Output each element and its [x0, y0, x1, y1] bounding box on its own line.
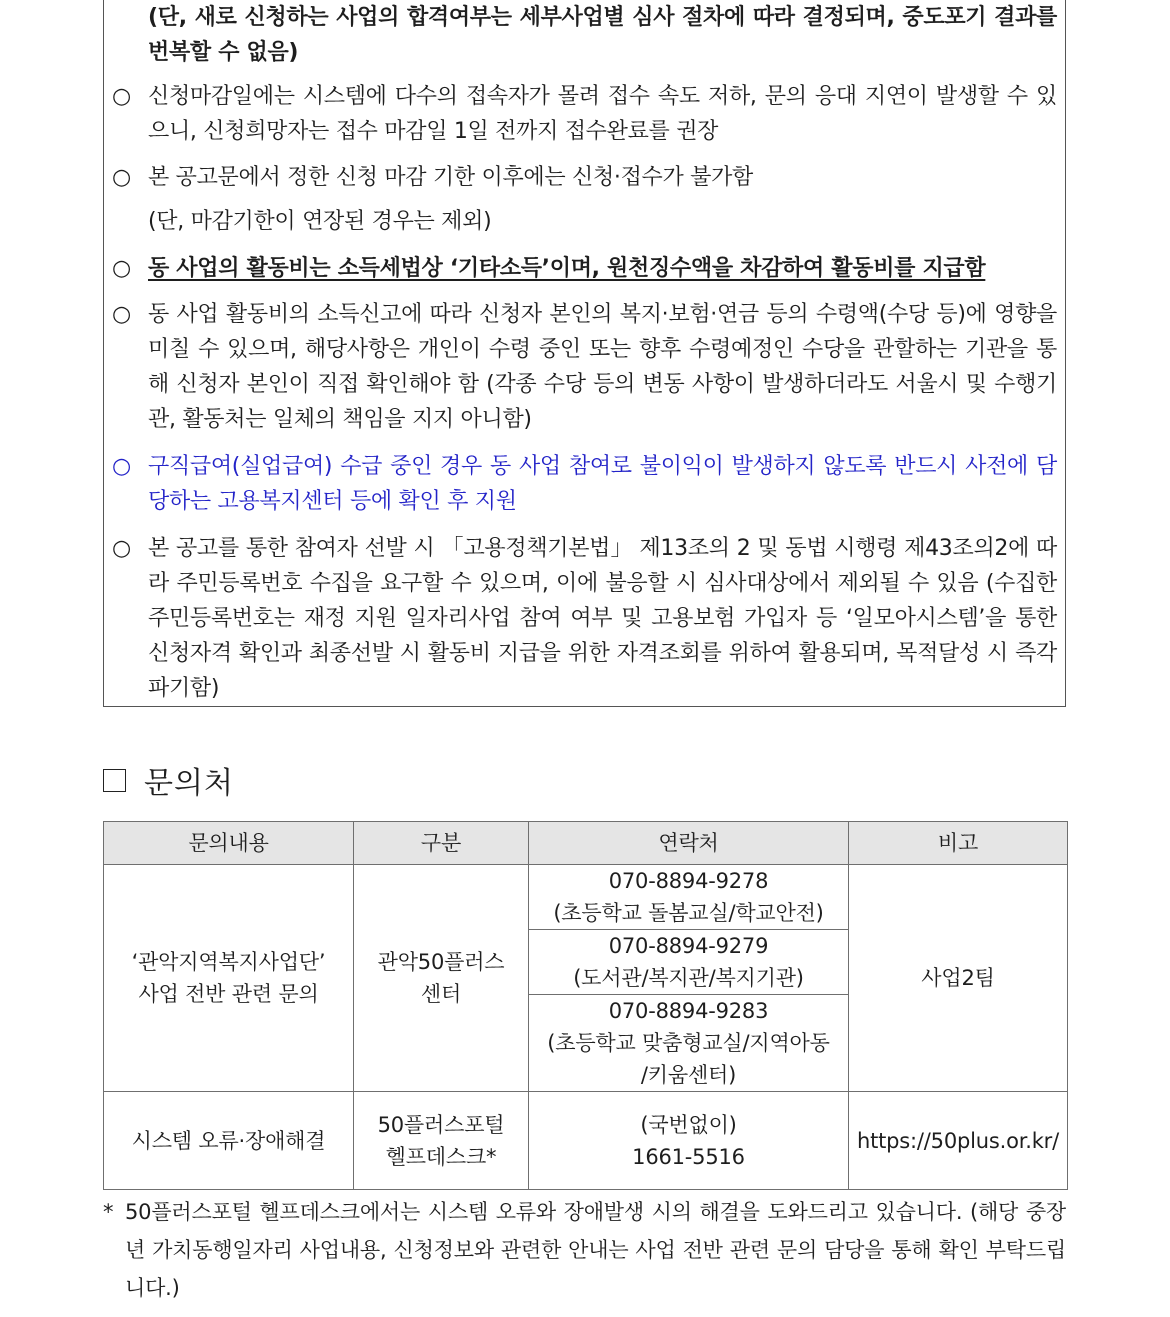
notice-continued: (단, 새로 신청하는 사업의 합격여부는 세부사업별 심사 절차에 따라 결정되며, 중도포기 결과를 번복할 수 없음) — [148, 5, 1057, 65]
notice-item-after-deadline: ○ 본 공고문에서 정한 신청 마감 기한 이후에는 신청·접수가 불가함 — [112, 160, 1057, 195]
notice-item-note: (단, 마감기한이 연장된 경우는 제외) — [148, 209, 492, 234]
phone-number[interactable]: 070-8894-9278 — [608, 869, 769, 893]
notice-item-resident-number: ○ 본 공고를 통한 참여자 선발 시 「고용정책기본법」 제13조의 2 및 동법 시행령 제43조의2에 따라 주민등록번호 수집을 요구할 수 있으며, 이에 불응할 시 심사대상에서 제외될 수 있음 (수집한 주민등록번호는 재정 지원 일자리사업 참여 여부 및 고용보험 가입자 등 ‘일모아시스템’을 통한 신청자격 확인과 최종선발 시 활동비 지급을 위한 자격조회를 위하여 활용되며, 목적달성 시 즉각 파기함) — [112, 531, 1057, 706]
square-bullet-icon — [103, 769, 126, 792]
notice-item-benefit-impact: ○ 동 사업 활동비의 소득신고에 따라 신청자 본인의 복지·보험·연금 등의 수령액(수당 등)에 영향을 미칠 수 있으며, 해당사항은 개인이 수령 중인 또는 향후 수령예정인 수당을 관할하는 기관을 통해 신청자 본인이 직접 확인해야 함 (각종 수당 등의 변동 사항이 발생하더라도 서울시 및 수행기관, 활동처는 일체의 책임을 지지 아니함) — [112, 297, 1057, 437]
circle-bullet-icon: ○ — [112, 536, 131, 561]
table-header: 구분 — [354, 822, 529, 865]
contact-cell: 070-8894-9278 (초등학교 돌봄교실/학교안전) — [529, 865, 849, 930]
circle-bullet-icon: ○ — [112, 165, 131, 190]
contact-table — [103, 821, 1068, 1190]
circle-bullet-icon: ○ — [112, 302, 131, 327]
contact-cell: (국번없이) 1661-5516 — [529, 1092, 849, 1190]
circle-bullet-icon: ○ — [112, 454, 131, 479]
section-title: 문의처 — [144, 766, 234, 801]
topic-cell: ‘관악지역복지사업단’ 사업 전반 관련 문의 — [104, 865, 354, 1092]
note-cell: 사업2팀 — [849, 865, 1068, 1092]
table-header-row — [104, 822, 1068, 865]
table-row — [104, 1092, 1068, 1190]
table-header: 비고 — [849, 822, 1068, 865]
contact-cell: 070-8894-9279 (도서관/복지관/복지기관) — [529, 930, 849, 995]
contact-cell: 070-8894-9283 (초등학교 맞춤형교실/지역아동 /키움센터) — [529, 995, 849, 1092]
phone-number[interactable]: 070-8894-9279 — [608, 934, 769, 958]
table-header: 연락처 — [529, 822, 849, 865]
asterisk-icon: * — [103, 1200, 114, 1224]
center-cell: 관악50플러스 센터 — [354, 865, 529, 1092]
topic-cell: 시스템 오류·장애해결 — [104, 1092, 354, 1190]
circle-bullet-icon: ○ — [112, 256, 131, 281]
table-row — [104, 865, 1068, 930]
notice-item-deadline-rush: ○ 신청마감일에는 시스템에 다수의 접속자가 몰려 접수 속도 저하, 문의 응대 지연이 발생할 수 있으니, 신청희망자는 접수 마감일 1일 전까지 접수완료를 권장 — [112, 79, 1057, 149]
phone-number[interactable]: 070-8894-9283 — [608, 999, 769, 1023]
table-header: 문의내용 — [104, 822, 354, 865]
section-heading — [103, 760, 234, 800]
notice-item-unemployment: ○ 구직급여(실업급여) 수급 중인 경우 동 사업 참여로 불이익이 발생하지 않도록 반드시 사전에 담당하는 고용복지센터 등에 확인 후 지원 — [112, 449, 1057, 519]
notice-item-income-tax: ○ 동 사업의 활동비는 소득세법상 ‘기타소득’이며, 원천징수액을 차감하여 활동비를 지급함 — [112, 251, 1057, 286]
circle-bullet-icon: ○ — [112, 84, 131, 109]
phone-number[interactable]: 1661-5516 — [632, 1144, 745, 1169]
website-link[interactable]: https://50plus.or.kr/ — [849, 1092, 1068, 1190]
center-cell: 50플러스포털 헬프데스크* — [354, 1092, 529, 1190]
footnote: * 50플러스포털 헬프데스크에서는 시스템 오류와 장애발생 시의 해결을 도와드리고 있습니다. (해당 중장년 가치동행일자리 사업내용, 신청정보와 관련한 안내는 사업 전반 관련 문의 담당을 통해 확인 부탁드립니다.) — [103, 1193, 1066, 1307]
